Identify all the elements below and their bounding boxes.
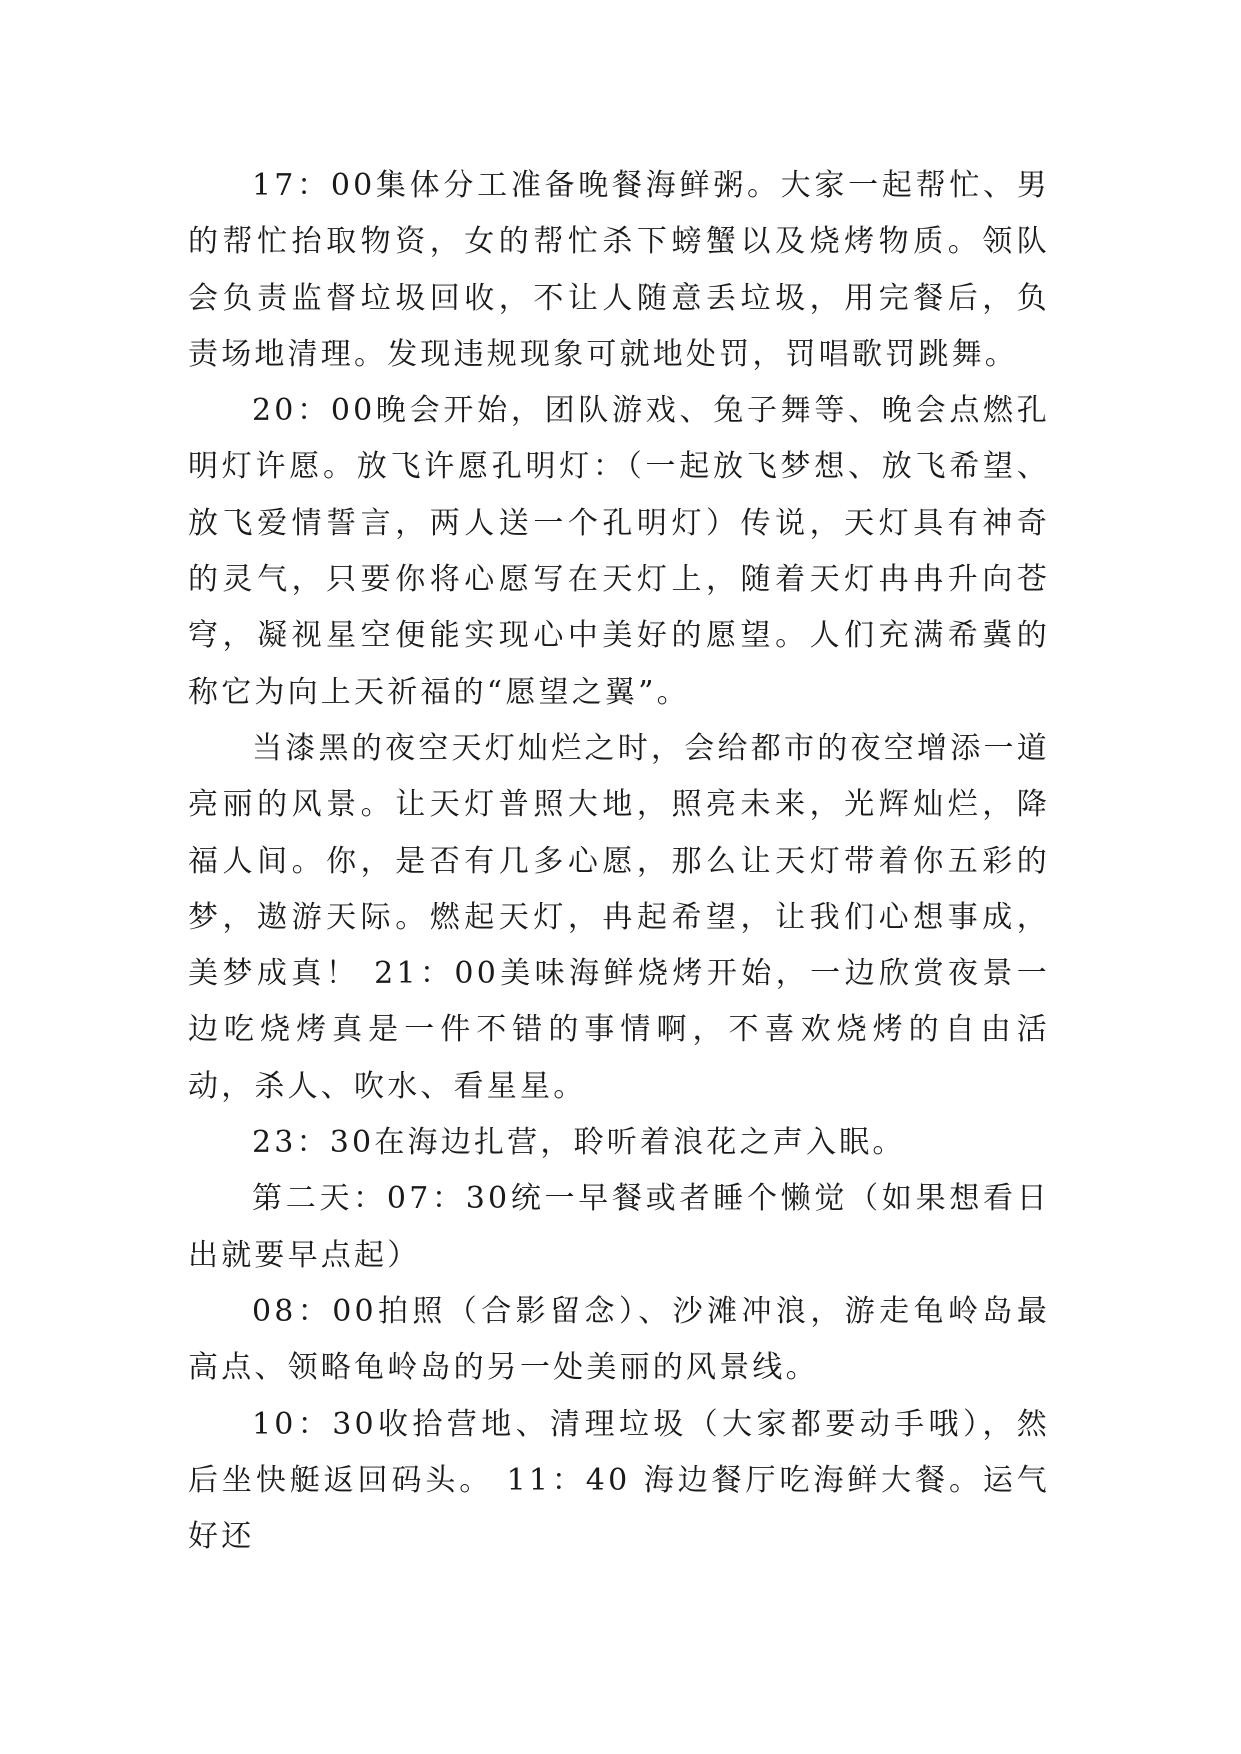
paragraph-dinner: 17：00集体分工准备晚餐海鲜粥。大家一起帮忙、男的帮忙抬取物资，女的帮忙杀下螃蟹以及烧烤物质。领队会负责监督垃圾回收，不让人随意丢垃圾，用完餐后，负责场地清理。发现违规现象可就地处罚，罚唱歌罚跳舞。 (188, 168, 1050, 372)
paragraph-pack-up-lunch: 10：30收拾营地、清理垃圾（大家都要动手哦），然后坐快艇返回码头。 11：40 海边餐厅吃海鲜大餐。运气好还 (188, 1406, 1050, 1555)
paragraph-photos-surfing: 08：00拍照（合影留念）、沙滩冲浪，游走龟岭岛最高点、领略龟岭岛的另一处美丽的风景线。 (188, 1293, 1050, 1386)
paragraph-sky-lantern: 当漆黑的夜空天灯灿烂之时，会给都市的夜空增添一道亮丽的风景。让天灯普照大地，照亮未来，光辉灿烂，降福人间。你，是否有几多心愿，那么让天灯带着你五彩的梦，遨游天际。燃起天灯，冉起希望，让我们心想事成，美梦成真！ 21：00美味海鲜烧烤开始，一边欣赏夜景一边吃烧烤真是一件不错的事情啊，不喜欢烧烤的自由活动，杀人、吹水、看星星。 (188, 730, 1050, 1104)
document-body (188, 158, 1050, 1565)
paragraph-camping: 23：30在海边扎营，聆听着浪花之声入眠。 (252, 1125, 906, 1161)
paragraph-evening-party: 20：00晚会开始，团队游戏、兔子舞等、晚会点燃孔明灯许愿。放飞许愿孔明灯：（一起放飞梦想、放飞希望、放飞爱情誓言，两人送一个孔明灯）传说，天灯具有神奇的灵气，只要你将心愿写在天灯上，随着天灯冉冉升向苍穹，凝视星空便能实现心中美好的愿望。人们充满希冀的称它为向上天祈福的“愿望之翼”。 (188, 393, 1050, 710)
paragraph-day-two-breakfast: 第二天：07：30统一早餐或者睡个懒觉（如果想看日出就要早点起） (188, 1181, 1050, 1273)
